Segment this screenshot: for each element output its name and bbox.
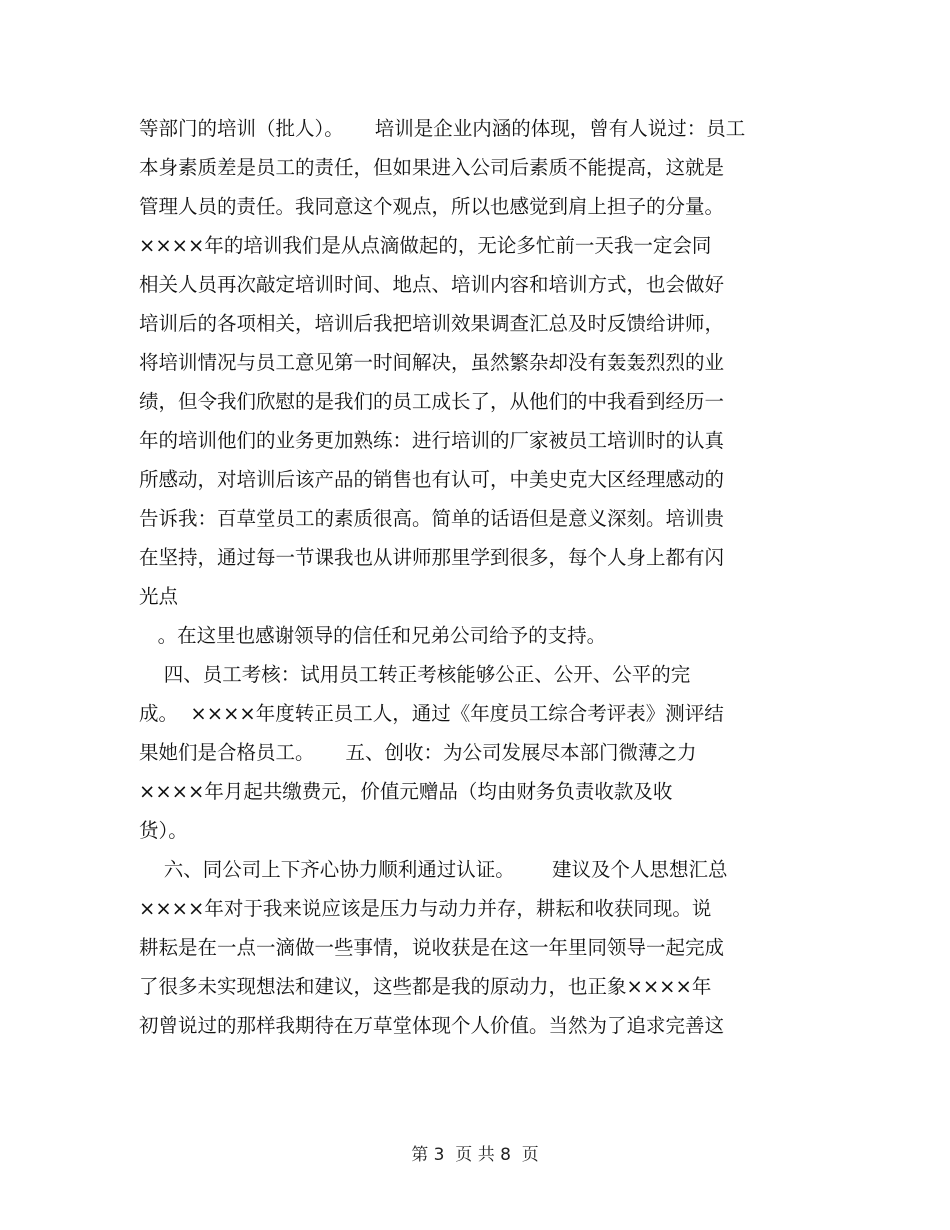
text-line: 相关人员再次敲定培训时间、地点、培训内容和培训方式，也会做好	[139, 273, 725, 296]
page-number-footer: 第 3 页 共 8 页	[411, 1145, 539, 1165]
text-line: 果她们是合格员工。 五、创收：为公司发展尽本部门微薄之力	[139, 741, 697, 764]
text-line: 将培训情况与员工意见第一时间解决，虽然繁杂却没有轰轰烈烈的业	[139, 351, 725, 374]
text-line: 本身素质差是员工的责任，但如果进入公司后素质不能提高，这就是	[139, 156, 725, 179]
text-line: 在坚持，通过每一节课我也从讲师那里学到很多，每个人身上都有闪	[139, 546, 725, 569]
text-line: 告诉我：百草堂员工的素质很高。简单的话语但是意义深刻。培训贵	[139, 507, 725, 530]
text-line: 了很多未实现想法和建议，这些都是我的原动力，也正象××××年	[139, 975, 712, 998]
text-line: ××××年的培训我们是从点滴做起的，无论多忙前一天我一定会同	[139, 234, 712, 257]
text-line: 绩，但令我们欣慰的是我们的员工成长了，从他们的中我看到经历一	[139, 390, 725, 413]
body-text	[139, 109, 799, 1045]
text-line: 成。 ××××年度转正员工人，通过《年度员工综合考评表》测评结	[139, 702, 724, 725]
text-line: 年的培训他们的业务更加熟练：进行培训的厂家被员工培训时的认真	[139, 429, 725, 452]
text-line: 货）。	[139, 819, 188, 842]
text-line: 等部门的培训（批人）。 培训是企业内涵的体现，曾有人说过：员工	[139, 117, 746, 140]
text-line: 四、员工考核：试用员工转正考核能够公正、公开、公平的完	[139, 663, 691, 686]
text-line: 所感动，对培训后该产品的销售也有认可，中美史克大区经理感动的	[139, 468, 725, 491]
text-line: 六、同公司上下齐心协力顺利通过认证。 建议及个人思想汇总	[139, 858, 728, 881]
text-line: 培训后的各项相关，培训后我把培训效果调查汇总及时反馈给讲师，	[139, 312, 725, 335]
text-line: ××××年月起共缴费元，价值元赠品（均由财务负责收款及收	[139, 780, 673, 803]
text-line: ××××年对于我来说应该是压力与动力并存，耕耘和收获同现。说	[139, 897, 712, 920]
text-line: 初曾说过的那样我期待在万草堂体现个人价值。当然为了追求完善这	[139, 1014, 725, 1037]
text-line: 光点	[139, 585, 179, 608]
text-line: 。在这里也感谢领导的信任和兄弟公司给予的支持。	[139, 624, 607, 647]
text-line: 管理人员的责任。我同意这个观点，所以也感觉到肩上担子的分量。	[139, 195, 725, 218]
text-line: 耕耘是在一点一滴做一些事情，说收获是在这一年里同领导一起完成	[139, 936, 725, 959]
